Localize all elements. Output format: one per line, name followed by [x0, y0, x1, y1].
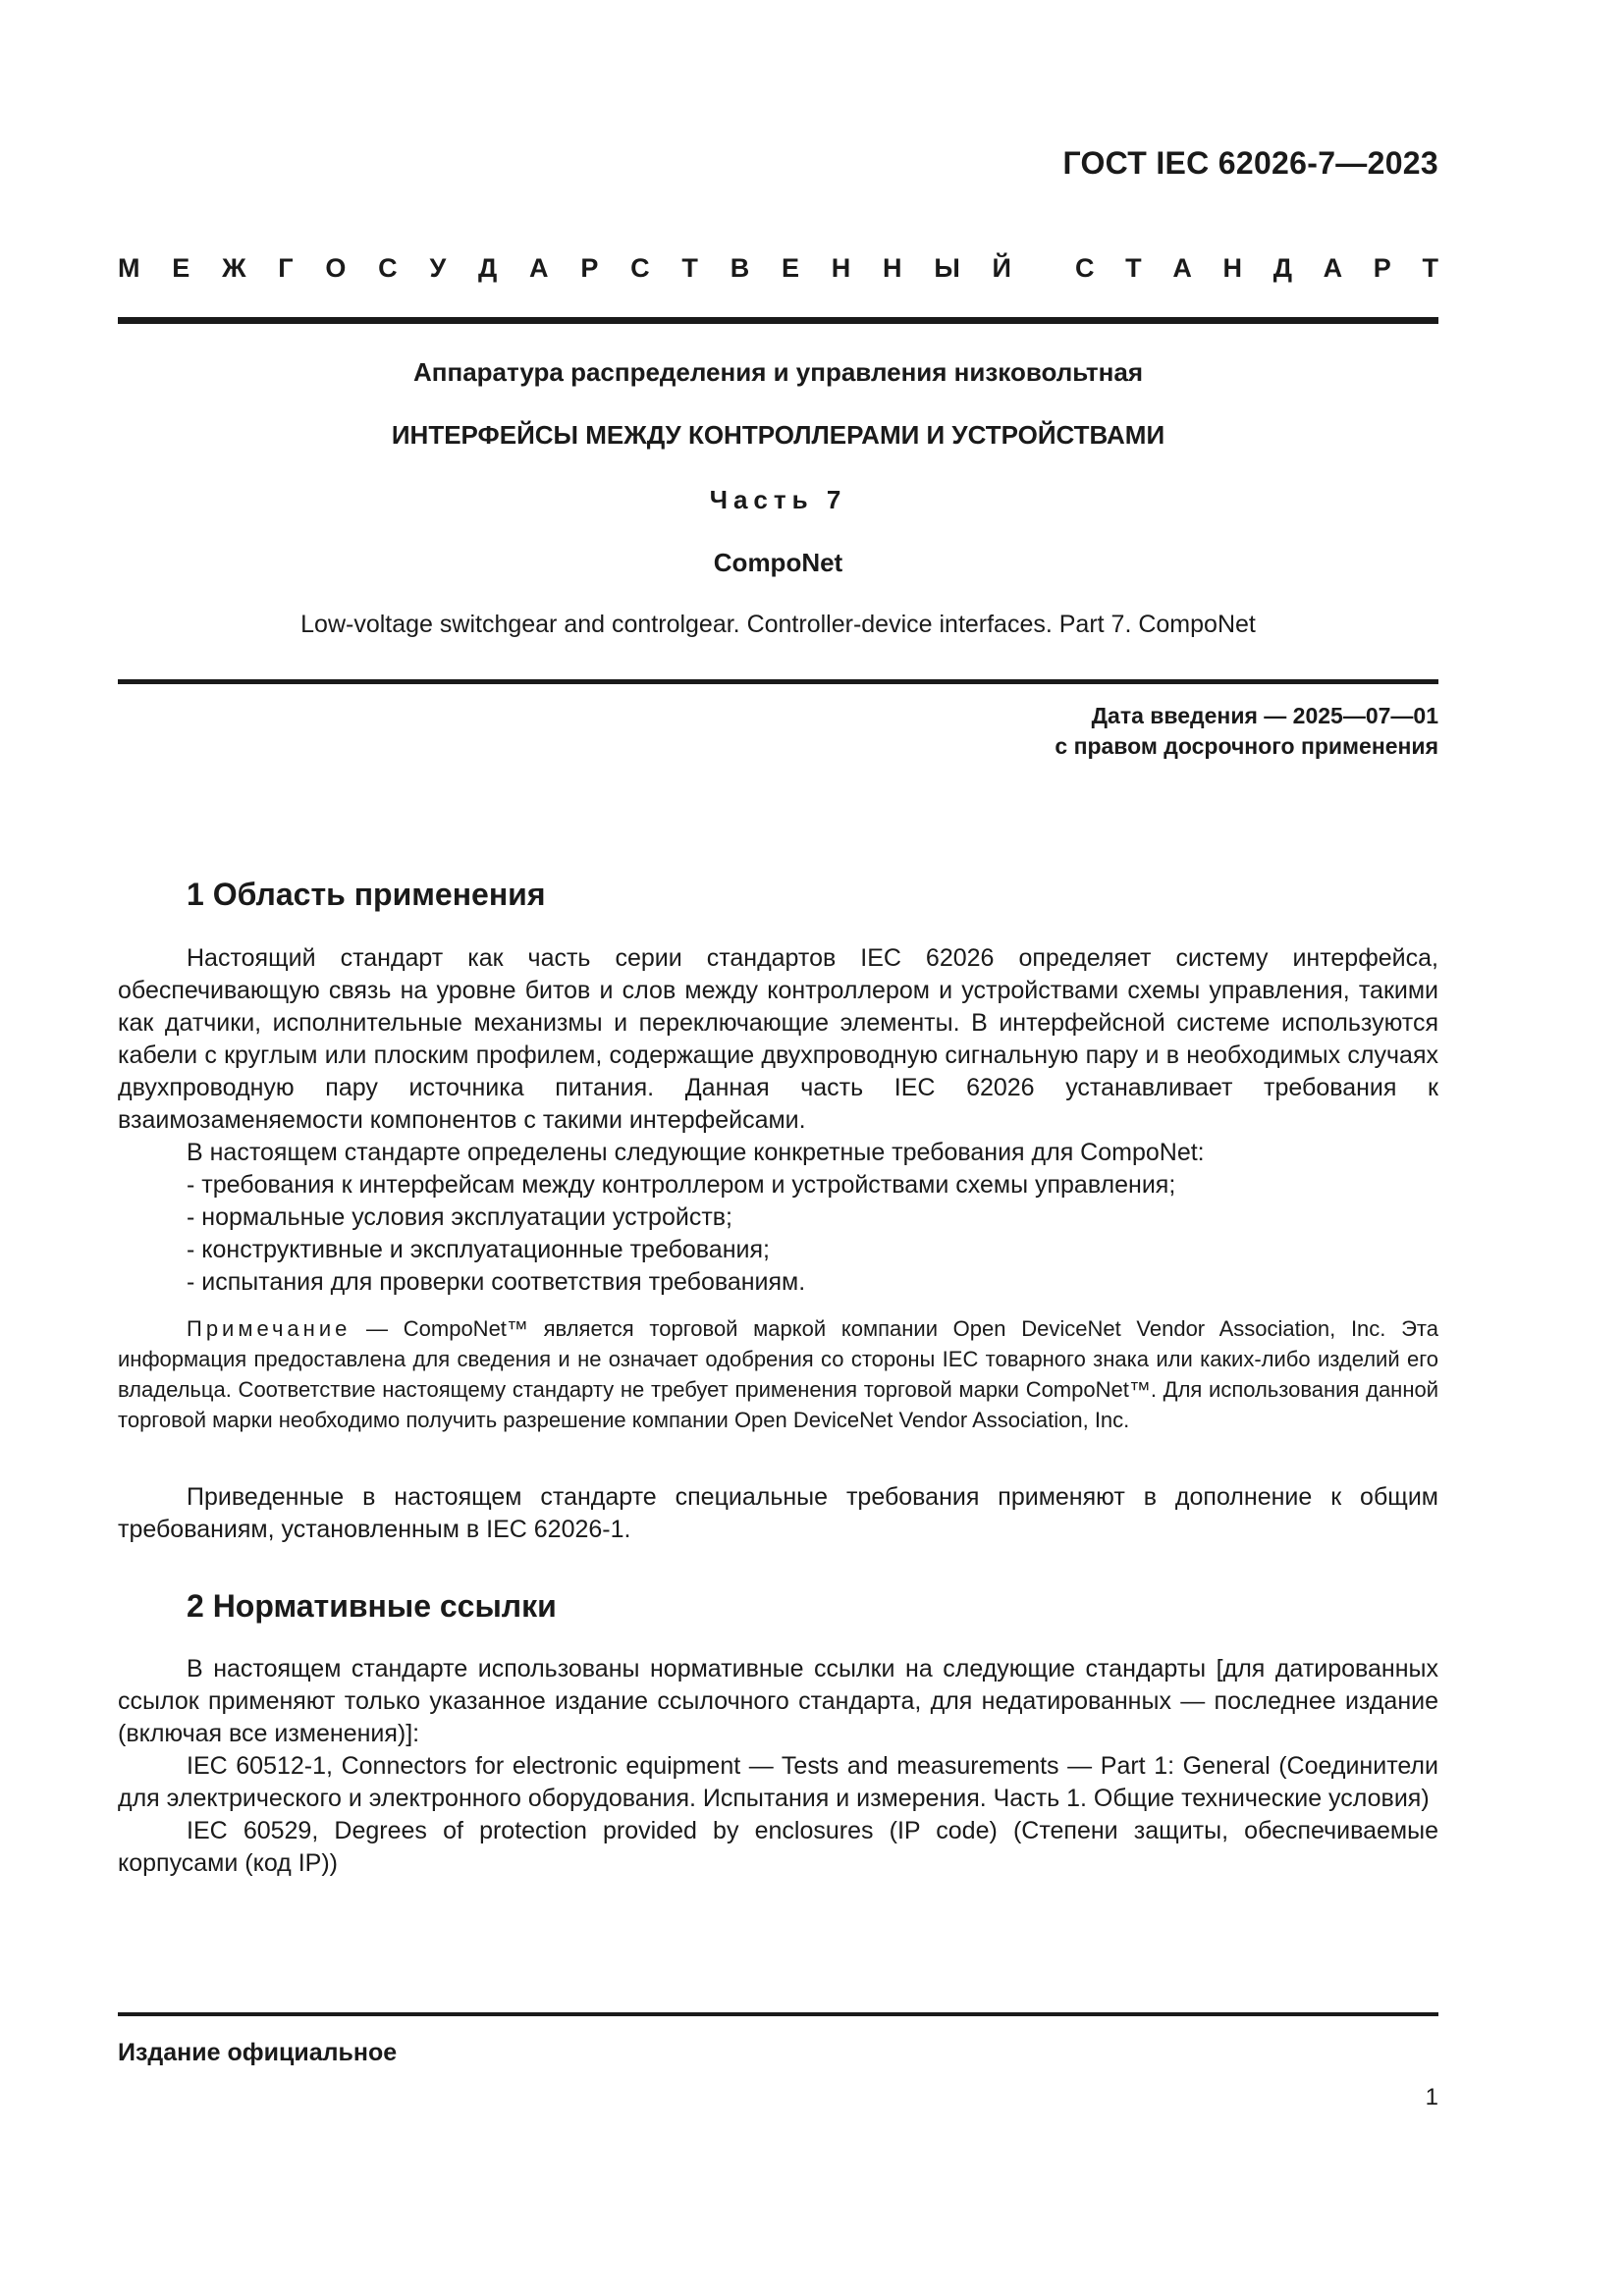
- reference-item: IEC 60512-1, Connectors for electronic equipment — Tests and measurements — Part 1: General (Соединители для электрического и электронного оборудования. Испытания и измерения. Часть 1. Общие технические условия): [118, 1752, 1438, 1812]
- note-text: — CompoNet™ является торговой маркой компании Open DeviceNet Vendor Association, Inc. Эта информация предоставлена для сведения и не означает одобрения со стороны IEC товарного знака или каких-либо изделий его владельца. Соответствие настоящему стандарту не требует применения торговой марки CompoNet™. Для использования данной торговой марки необходимо получить разрешение компании Open DeviceNet Vendor Association, Inc.: [118, 1316, 1438, 1432]
- letter: Ж: [222, 253, 246, 283]
- letter: Н: [831, 253, 851, 283]
- letter: А: [529, 253, 549, 283]
- title-componet: CompoNet: [713, 548, 843, 577]
- letter: Й: [992, 253, 1011, 283]
- letter: Т: [1422, 253, 1438, 283]
- footer-divider: [118, 2012, 1438, 2016]
- section-1-tail: [118, 1481, 1438, 1546]
- letter: С: [378, 253, 398, 283]
- letter: Р: [580, 253, 599, 283]
- standard-number: ГОСТ IEC 62026-7—2023: [1062, 145, 1438, 181]
- paragraph: Настоящий стандарт как часть серии стандартов IEC 62026 определяет систему интерфейса, обеспечивающую связь на уровне битов и слов между контроллером и устройствами схемы управления, такими как датчики, исполнительные механизмы и переключающие элементы. В интерфейсной системе используются кабели с круглым или плоским профилем, содержащие двухпроводную сигнальную пару и в необходимых случаях двухпроводную пару источника питания. Данная часть IEC 62026 устанавливает требования к взаимозаменяемости компонентов с такими интерфейсами.: [118, 944, 1438, 1134]
- section-1-heading-wrap: [118, 877, 1438, 913]
- letter: Е: [781, 253, 799, 283]
- header-divider: [118, 317, 1438, 324]
- introduction-date: [1055, 701, 1438, 762]
- letter: Т: [1125, 253, 1142, 283]
- standard-kind-word-interstate: [118, 253, 1011, 284]
- letter: У: [429, 253, 447, 283]
- note-block: [118, 1313, 1438, 1435]
- section-heading: 1 Область применения: [187, 877, 546, 912]
- letter: Ы: [934, 253, 960, 283]
- title-part: Часть 7: [709, 485, 847, 514]
- section-2-body: [118, 1653, 1438, 1880]
- section-1-body: [118, 942, 1438, 1299]
- note-paragraph: [118, 1313, 1438, 1435]
- title-line-1: Аппаратура распределения и управления низковольтная: [413, 357, 1143, 387]
- letter: Н: [883, 253, 902, 283]
- letter: Д: [1272, 253, 1292, 283]
- paragraph: Приведенные в настоящем стандарте специальные требования применяют в дополнение к общим требованиям, установленным в IEC 62026-1.: [118, 1483, 1438, 1543]
- introduction-date-line: Дата введения — 2025—07—01: [1091, 703, 1438, 728]
- letter: О: [325, 253, 347, 283]
- standard-kind-word-standard: [1075, 253, 1438, 284]
- letter: Т: [681, 253, 698, 283]
- list-item: - нормальные условия эксплуатации устройств;: [187, 1203, 732, 1231]
- letter: С: [1075, 253, 1095, 283]
- letter: Р: [1373, 253, 1391, 283]
- paragraph: В настоящем стандарте определены следующие конкретные требования для CompoNet:: [187, 1139, 1205, 1166]
- list-item: - испытания для проверки соответствия требованиям.: [187, 1268, 806, 1296]
- early-application-line: с правом досрочного применения: [1055, 733, 1438, 759]
- official-edition-label: Издание официальное: [118, 2039, 398, 2066]
- paragraph: В настоящем стандарте использованы нормативные ссылки на следующие стандарты [для датированных ссылок применяют только указанное издание ссылочного стандарта, для недатированных — последнее издание (включая все изменения)]:: [118, 1655, 1438, 1747]
- title-divider: [118, 679, 1438, 684]
- section-heading: 2 Нормативные ссылки: [187, 1588, 557, 1624]
- page-number: 1: [1425, 2084, 1438, 2110]
- letter: М: [118, 253, 140, 283]
- section-2-heading-wrap: [118, 1588, 1438, 1625]
- letter: В: [730, 253, 750, 283]
- letter: С: [630, 253, 650, 283]
- letter: Д: [478, 253, 498, 283]
- standard-kind: [118, 253, 1438, 284]
- note-label: Примечание: [187, 1316, 352, 1341]
- letter: Н: [1222, 253, 1243, 283]
- letter: Г: [278, 253, 294, 283]
- letter: А: [1172, 253, 1192, 283]
- letter: А: [1323, 253, 1343, 283]
- title-line-2: ИНТЕРФЕЙСЫ МЕЖДУ КОНТРОЛЛЕРАМИ И УСТРОЙСТВАМИ: [391, 420, 1165, 450]
- title-english: Low-voltage switchgear and controlgear. Controller-device interfaces. Part 7. CompoNet: [300, 611, 1256, 638]
- reference-item: IEC 60529, Degrees of protection provided by enclosures (IP code) (Степени защиты, обеспечиваемые корпусами (код IP)): [118, 1817, 1438, 1877]
- list-item: - требования к интерфейсам между контроллером и устройствами схемы управления;: [187, 1171, 1176, 1199]
- list-item: - конструктивные и эксплуатационные требования;: [187, 1236, 770, 1263]
- letter: Е: [172, 253, 190, 283]
